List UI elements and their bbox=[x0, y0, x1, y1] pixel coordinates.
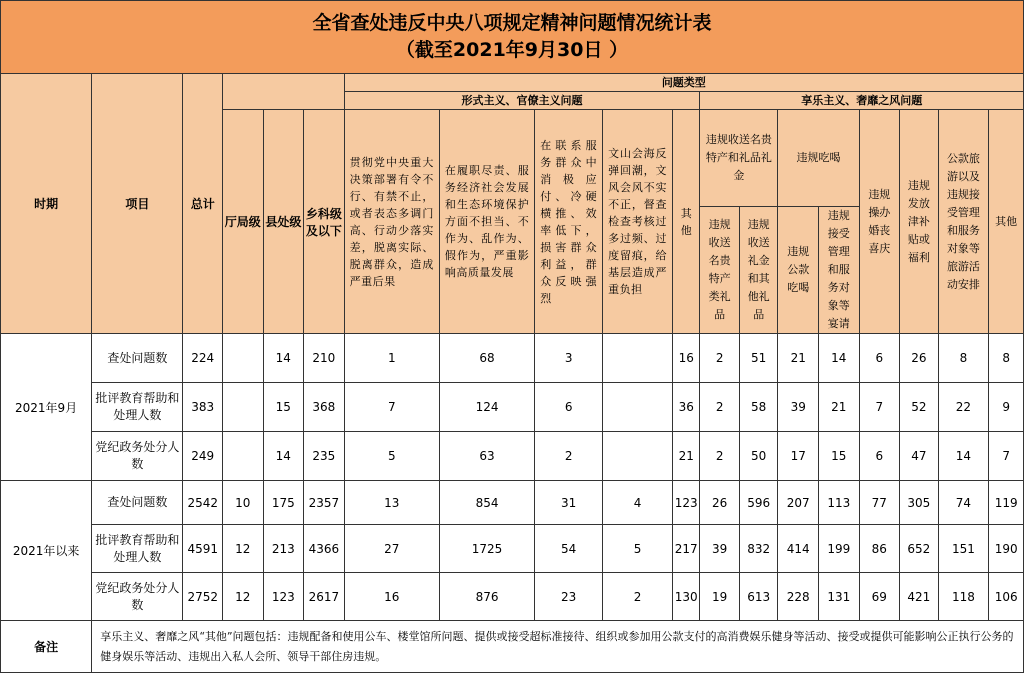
cell-xiang: 235 bbox=[304, 432, 345, 481]
cell-xian: 123 bbox=[263, 573, 304, 621]
cell-ting bbox=[223, 383, 264, 432]
cell-total: 2752 bbox=[183, 573, 223, 621]
cell-f-other: 123 bbox=[673, 481, 700, 525]
cell-gift-a: 2 bbox=[700, 432, 740, 481]
header-gift-a: 违规收送名贵特产类礼品 bbox=[700, 207, 740, 334]
cell-f-other: 217 bbox=[673, 525, 700, 573]
cell-h-other: 9 bbox=[989, 383, 1024, 432]
cell-wedding: 86 bbox=[859, 525, 900, 573]
cell-xiang: 2357 bbox=[304, 481, 345, 525]
cell-subsidy: 52 bbox=[900, 383, 939, 432]
cell-gift-a: 2 bbox=[700, 383, 740, 432]
title-line-2: （截至2021年9月30日 ） bbox=[395, 39, 629, 61]
cell-f4 bbox=[603, 334, 673, 383]
cell-ting bbox=[223, 334, 264, 383]
cell-f3: 6 bbox=[535, 383, 603, 432]
cell-f1: 27 bbox=[344, 525, 439, 573]
header-level-xian: 县处级 bbox=[263, 110, 304, 334]
cell-dine-b: 199 bbox=[819, 525, 860, 573]
cell-ting bbox=[223, 432, 264, 481]
header-travel: 公款旅游以及违规接受管理和服务对象等旅游活动安排 bbox=[938, 110, 989, 334]
cell-dine-a: 414 bbox=[778, 525, 819, 573]
header-wedding: 违规操办婚丧喜庆 bbox=[859, 110, 900, 334]
cell-subsidy: 421 bbox=[900, 573, 939, 621]
cell-dine-a: 228 bbox=[778, 573, 819, 621]
row-item: 批评教育帮助和处理人数 bbox=[92, 383, 183, 432]
cell-xian: 175 bbox=[263, 481, 304, 525]
cell-gift-b: 832 bbox=[739, 525, 778, 573]
cell-subsidy: 305 bbox=[900, 481, 939, 525]
cell-xiang: 4366 bbox=[304, 525, 345, 573]
cell-wedding: 6 bbox=[859, 334, 900, 383]
cell-subsidy: 652 bbox=[900, 525, 939, 573]
cell-dine-b: 15 bbox=[819, 432, 860, 481]
header-period: 时期 bbox=[1, 74, 92, 334]
cell-f3: 31 bbox=[535, 481, 603, 525]
cell-ting: 12 bbox=[223, 525, 264, 573]
header-formalism-other: 其他 bbox=[673, 110, 700, 334]
cell-f2: 63 bbox=[439, 432, 534, 481]
row-item: 查处问题数 bbox=[92, 334, 183, 383]
cell-ting: 10 bbox=[223, 481, 264, 525]
cell-f2: 68 bbox=[439, 334, 534, 383]
cell-xian: 14 bbox=[263, 432, 304, 481]
cell-travel: 151 bbox=[938, 525, 989, 573]
cell-f-other: 21 bbox=[673, 432, 700, 481]
cell-total: 249 bbox=[183, 432, 223, 481]
cell-f4: 5 bbox=[603, 525, 673, 573]
title-line-1: 全省查处违反中央八项规定精神问题情况统计表 bbox=[312, 12, 712, 34]
cell-f3: 2 bbox=[535, 432, 603, 481]
cell-wedding: 7 bbox=[859, 383, 900, 432]
cell-gift-a: 19 bbox=[700, 573, 740, 621]
table-row bbox=[1, 334, 1024, 383]
row-item: 批评教育帮助和处理人数 bbox=[92, 525, 183, 573]
table-row bbox=[1, 481, 1024, 525]
cell-dine-b: 14 bbox=[819, 334, 860, 383]
cell-dine-b: 113 bbox=[819, 481, 860, 525]
cell-f1: 7 bbox=[344, 383, 439, 432]
header-total: 总计 bbox=[183, 74, 223, 334]
cell-xian: 15 bbox=[263, 383, 304, 432]
cell-gift-a: 26 bbox=[700, 481, 740, 525]
period-label: 2021年9月 bbox=[1, 334, 92, 481]
header-hedonism-other: 其他 bbox=[989, 110, 1024, 334]
cell-subsidy: 47 bbox=[900, 432, 939, 481]
cell-f1: 1 bbox=[344, 334, 439, 383]
cell-f3: 54 bbox=[535, 525, 603, 573]
cell-h-other: 119 bbox=[989, 481, 1024, 525]
cell-f2: 1725 bbox=[439, 525, 534, 573]
note-text: 享乐主义、奢靡之风“其他”问题包括：违规配备和使用公车、楼堂馆所问题、提供或接受超标准接待、组织或参加用公款支付的高消费娱乐健身等活动、接受或提供可能影响公正执行公务的健身娱乐等活动、违规出入私人会所、领导干部住房违规。 bbox=[92, 621, 1024, 673]
cell-ting: 12 bbox=[223, 573, 264, 621]
cell-total: 2542 bbox=[183, 481, 223, 525]
row-item: 查处问题数 bbox=[92, 481, 183, 525]
header-dine-a: 违规公款吃喝 bbox=[778, 207, 819, 334]
note-label: 备注 bbox=[1, 621, 92, 673]
cell-xian: 213 bbox=[263, 525, 304, 573]
cell-travel: 118 bbox=[938, 573, 989, 621]
header-dine-group: 违规吃喝 bbox=[778, 110, 859, 207]
table-row bbox=[1, 383, 1024, 432]
header-hedonism: 享乐主义、奢靡之风问题 bbox=[700, 92, 1024, 110]
cell-xiang: 2617 bbox=[304, 573, 345, 621]
cell-f-other: 36 bbox=[673, 383, 700, 432]
cell-xiang: 210 bbox=[304, 334, 345, 383]
header-formalism: 形式主义、官僚主义问题 bbox=[344, 92, 700, 110]
cell-h-other: 8 bbox=[989, 334, 1024, 383]
cell-gift-a: 39 bbox=[700, 525, 740, 573]
cell-dine-a: 17 bbox=[778, 432, 819, 481]
cell-gift-b: 50 bbox=[739, 432, 778, 481]
cell-wedding: 77 bbox=[859, 481, 900, 525]
cell-total: 224 bbox=[183, 334, 223, 383]
cell-h-other: 106 bbox=[989, 573, 1024, 621]
header-formalism-2: 在履职尽责、服务经济社会发展和生态环境保护方面不担当、不作为、乱作为、假作为，严重影响高质量发展 bbox=[439, 110, 534, 334]
cell-dine-a: 39 bbox=[778, 383, 819, 432]
cell-xiang: 368 bbox=[304, 383, 345, 432]
cell-wedding: 6 bbox=[859, 432, 900, 481]
cell-f1: 16 bbox=[344, 573, 439, 621]
table-row bbox=[1, 573, 1024, 621]
cell-travel: 74 bbox=[938, 481, 989, 525]
cell-f2: 124 bbox=[439, 383, 534, 432]
cell-total: 4591 bbox=[183, 525, 223, 573]
header-subsidy: 违规发放津补贴或福利 bbox=[900, 110, 939, 334]
table-row bbox=[1, 432, 1024, 481]
header-problem-type: 问题类型 bbox=[344, 74, 1023, 92]
header-item: 项目 bbox=[92, 74, 183, 334]
cell-wedding: 69 bbox=[859, 573, 900, 621]
cell-f2: 876 bbox=[439, 573, 534, 621]
cell-f-other: 16 bbox=[673, 334, 700, 383]
cell-total: 383 bbox=[183, 383, 223, 432]
cell-gift-b: 596 bbox=[739, 481, 778, 525]
cell-gift-b: 613 bbox=[739, 573, 778, 621]
cell-dine-b: 21 bbox=[819, 383, 860, 432]
cell-f2: 854 bbox=[439, 481, 534, 525]
cell-h-other: 7 bbox=[989, 432, 1024, 481]
cell-f4: 4 bbox=[603, 481, 673, 525]
header-level-blank bbox=[223, 74, 345, 110]
header-dine-b: 违规接受管理和服务对象等宴请 bbox=[819, 207, 860, 334]
cell-gift-b: 58 bbox=[739, 383, 778, 432]
cell-f4 bbox=[603, 432, 673, 481]
cell-f4: 2 bbox=[603, 573, 673, 621]
cell-subsidy: 26 bbox=[900, 334, 939, 383]
header-formalism-4: 文山会海反弹回潮，文风会风不实不正，督查检查考核过多过频、过度留痕，给基层造成严重负担 bbox=[603, 110, 673, 334]
cell-dine-a: 21 bbox=[778, 334, 819, 383]
header-level-xiang: 乡科级及以下 bbox=[304, 110, 345, 334]
cell-dine-b: 131 bbox=[819, 573, 860, 621]
row-item: 党纪政务处分人数 bbox=[92, 573, 183, 621]
cell-travel: 8 bbox=[938, 334, 989, 383]
cell-travel: 14 bbox=[938, 432, 989, 481]
cell-f-other: 130 bbox=[673, 573, 700, 621]
cell-gift-b: 51 bbox=[739, 334, 778, 383]
cell-f3: 23 bbox=[535, 573, 603, 621]
cell-dine-a: 207 bbox=[778, 481, 819, 525]
header-gift-group: 违规收送名贵特产和礼品礼金 bbox=[700, 110, 778, 207]
cell-f1: 5 bbox=[344, 432, 439, 481]
header-level-ting: 厅局级 bbox=[223, 110, 264, 334]
cell-h-other: 190 bbox=[989, 525, 1024, 573]
cell-f1: 13 bbox=[344, 481, 439, 525]
header-formalism-1: 贯彻党中央重大决策部署有令不行、有禁不止，或者表态多调门高、行动少落实差，脱离实际、脱离群众，造成严重后果 bbox=[344, 110, 439, 334]
table-row bbox=[1, 525, 1024, 573]
cell-f4 bbox=[603, 383, 673, 432]
cell-travel: 22 bbox=[938, 383, 989, 432]
cell-xian: 14 bbox=[263, 334, 304, 383]
cell-f3: 3 bbox=[535, 334, 603, 383]
table-title bbox=[1, 1, 1024, 74]
header-gift-b: 违规收送礼金和其他礼品 bbox=[739, 207, 778, 334]
header-formalism-3: 在联系服务群众中消极应付、冷硬横推、效率低下，损害群众利益，群众反映强烈 bbox=[535, 110, 603, 334]
row-item: 党纪政务处分人数 bbox=[92, 432, 183, 481]
period-label: 2021年以来 bbox=[1, 481, 92, 621]
cell-gift-a: 2 bbox=[700, 334, 740, 383]
